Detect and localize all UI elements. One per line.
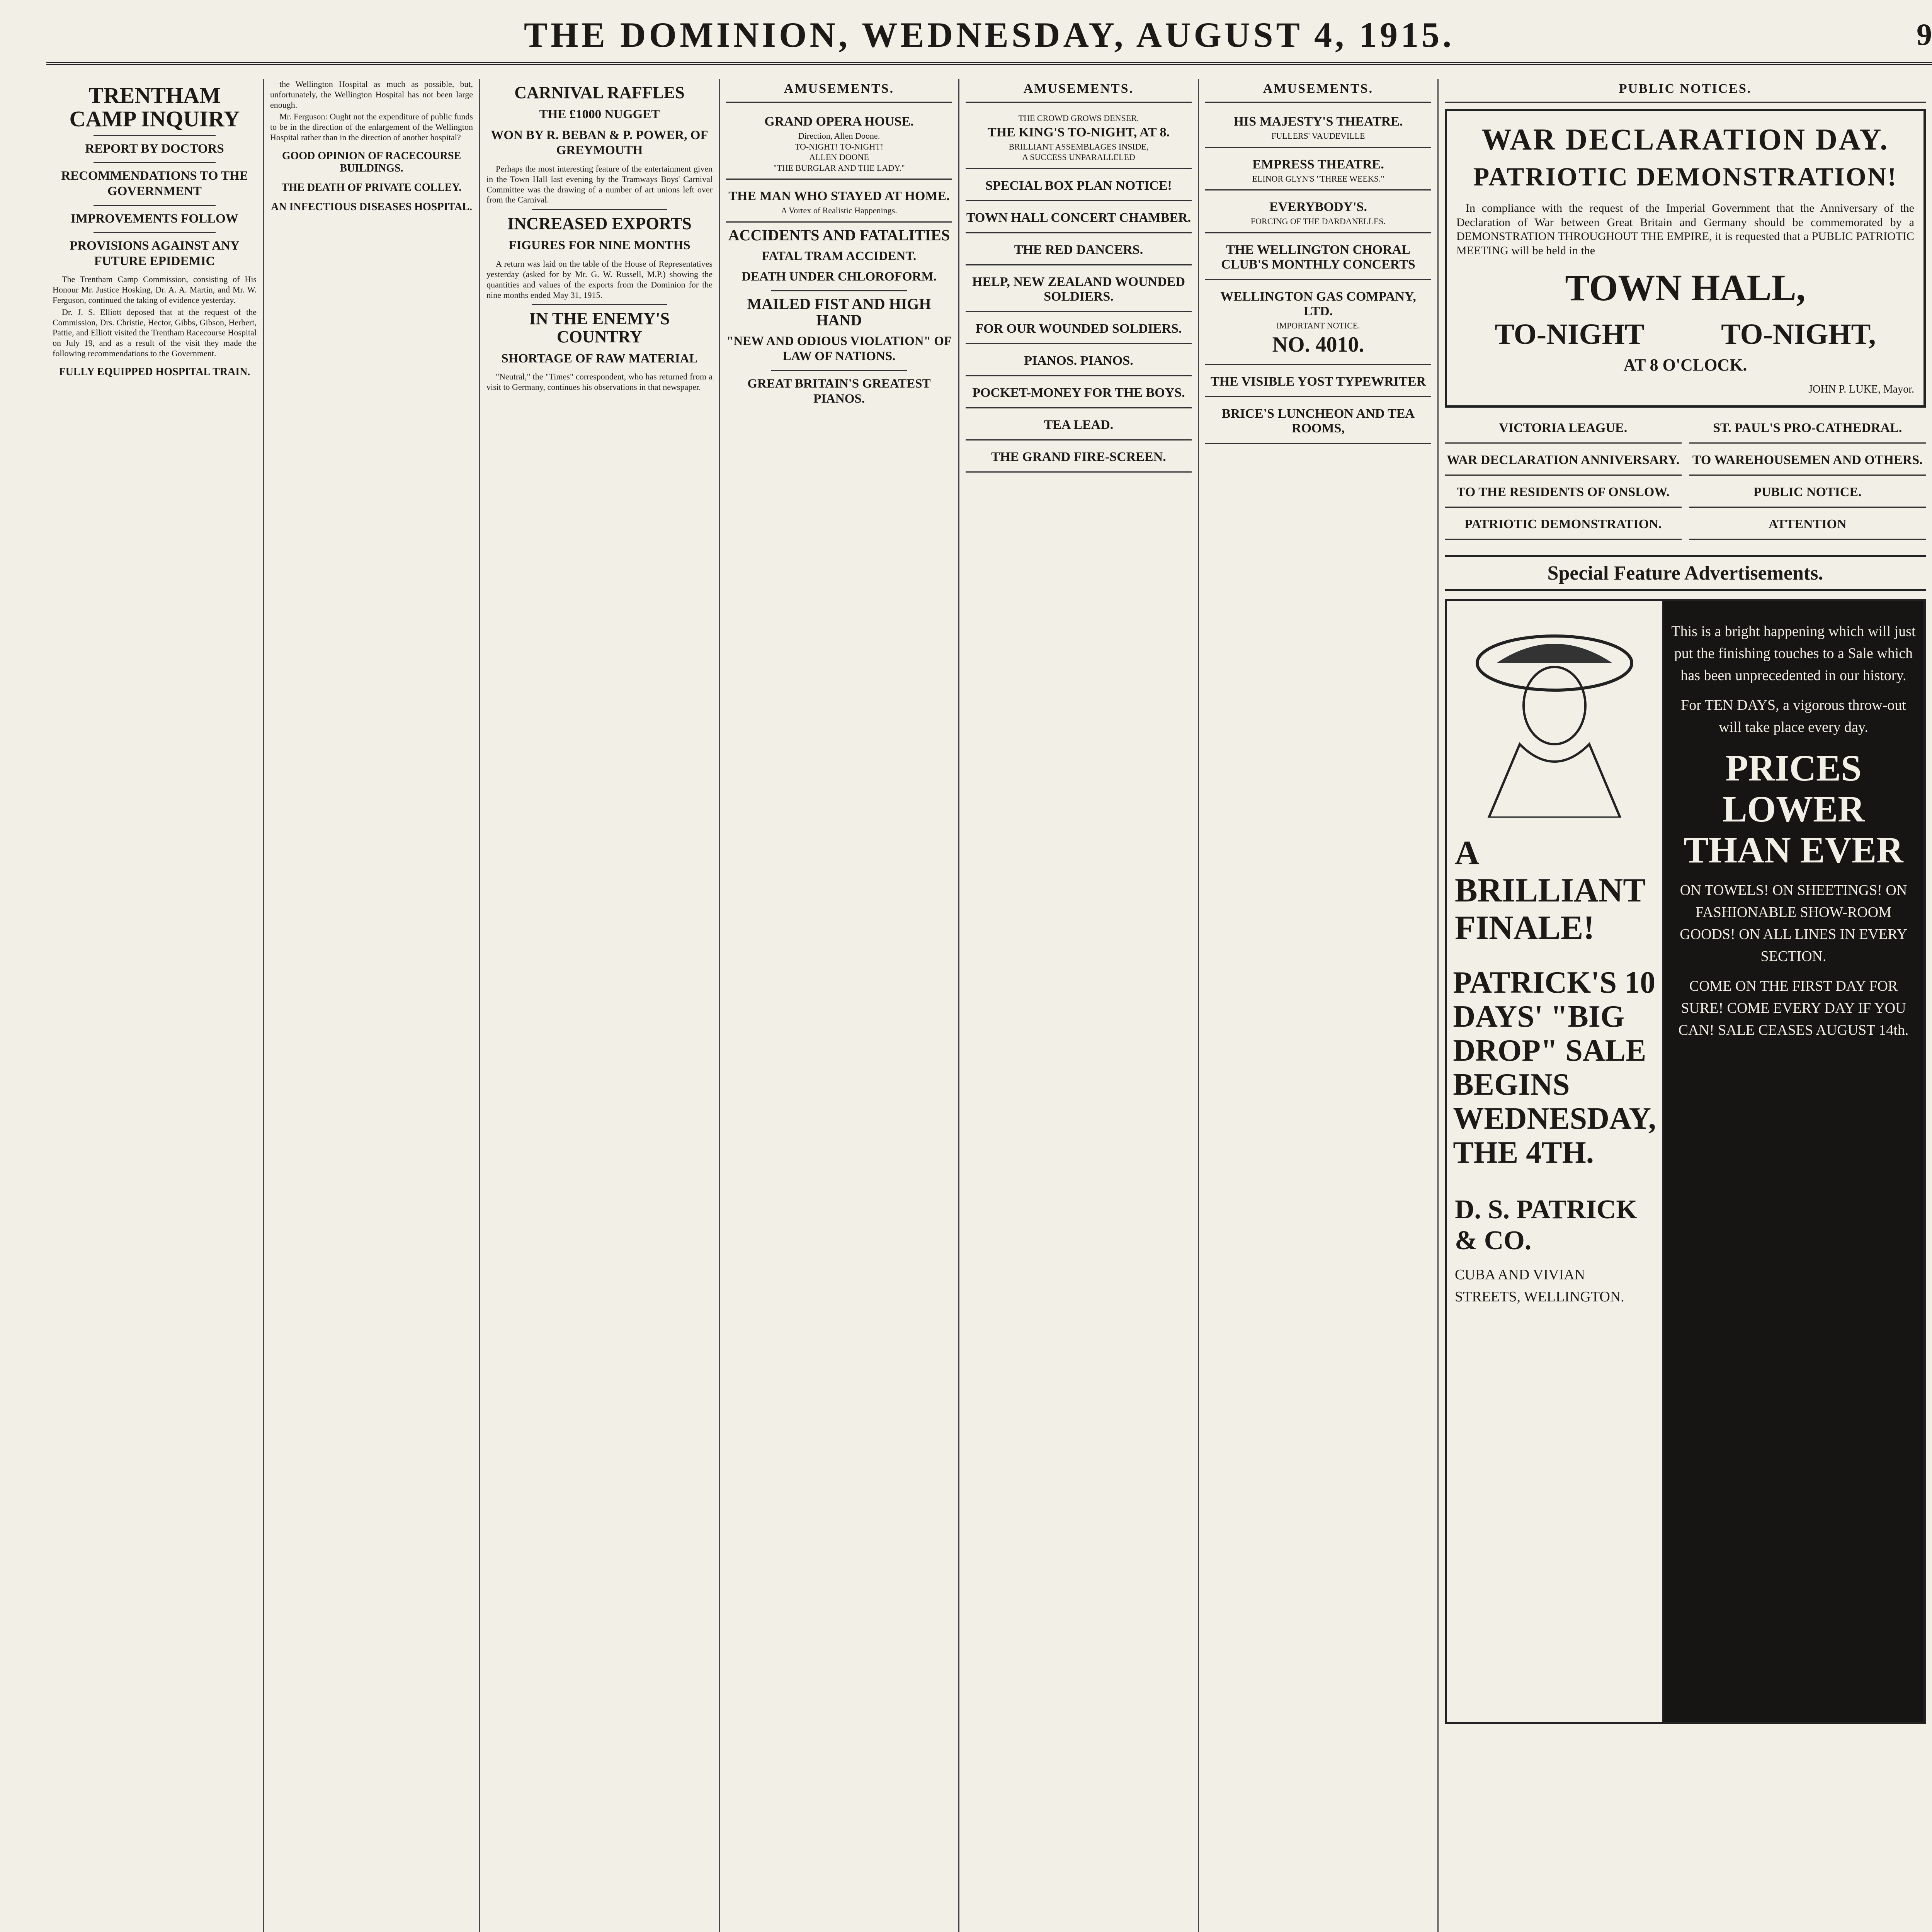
ad-opera-house <box>726 109 952 180</box>
divider <box>771 370 907 371</box>
notice-victoria-league <box>1445 415 1682 444</box>
column-news <box>479 79 719 1932</box>
town-hall-heading <box>1456 266 1914 309</box>
notice-paragraph: In compliance with the request of the Imperial Government that the Anniversary of the Declaration of War between Great Britain and Germany should be commemorated by a DEMONSTRATION THROUGHOUT THE EMPIRE, it is requested that a PUBLIC PATRIOTIC MEETING will be held in the <box>1456 202 1914 257</box>
ad-line: ALLEN DOONE <box>809 152 869 162</box>
deck-provisions: PROVISIONS AGAINST ANY FUTURE EPIDEMIC <box>70 239 240 268</box>
notice-subtitle: PATRIOTIC DEMONSTRATION! <box>1473 162 1898 191</box>
firm-name: D. S. PATRICK & CO. <box>1455 1194 1637 1255</box>
ad-title: THE WELLINGTON CHORAL CLUB'S MONTHLY CONCERTS <box>1221 242 1415 272</box>
firm-address: CUBA AND VIVIAN STREETS, WELLINGTON. <box>1455 1266 1624 1305</box>
patrick-ad-illustration <box>1447 601 1663 1722</box>
town-hall-label: TOWN HALL, <box>1565 267 1806 309</box>
war-declaration-notice <box>1445 109 1926 408</box>
column-public-notices <box>1437 79 1932 1932</box>
ad-title: PUBLIC NOTICE. <box>1753 485 1862 500</box>
deck-improvements: IMPROVEMENTS FOLLOW <box>71 211 238 226</box>
column-amusements-1 <box>719 79 958 1932</box>
ad-title: BRICE'S LUNCHEON AND TEA ROOMS, <box>1221 406 1415 435</box>
ad-pocket-money <box>966 380 1192 408</box>
subhead-racecourse: GOOD OPINION OF RACECOURSE BUILDINGS. <box>282 150 461 174</box>
article-paragraph: Mr. Ferguson: Ought not the expenditure of public funds to be in the direction of the enlargement of the Wellington Hospital rather than in the direction of another hospital? <box>270 112 473 143</box>
subhead-colley: THE DEATH OF PRIVATE COLLEY. <box>281 181 462 194</box>
ad-title: TOWN HALL CONCERT CHAMBER. <box>966 210 1191 225</box>
subhead-infectious: AN INFECTIOUS DISEASES HOSPITAL. <box>271 201 472 213</box>
section-header: AMUSEMENTS. <box>1205 79 1431 103</box>
divider <box>532 304 667 305</box>
section-header: AMUSEMENTS. <box>726 79 952 103</box>
ad-title: ST. PAUL'S PRO-CATHEDRAL. <box>1713 421 1902 435</box>
subhead-hospital-train: FULLY EQUIPPED HOSPITAL TRAIN. <box>59 366 250 378</box>
masthead <box>46 8 1932 65</box>
headline-pianos: GREAT BRITAIN'S GREATEST PIANOS. <box>747 376 931 406</box>
column-amusements-3 <box>1198 79 1437 1932</box>
divider <box>94 135 216 136</box>
ad-fire-screen <box>966 444 1192 473</box>
notice-st-pauls <box>1689 415 1926 444</box>
notice-warehousemen <box>1689 447 1926 476</box>
ad-line: FORCING OF THE DARDANELLES. <box>1250 216 1386 226</box>
tonight-left: TO-NIGHT <box>1495 318 1645 351</box>
article-paragraph: The Trentham Camp Commission, consisting of His Honour Mr. Justice Hosking, Dr. A. A. Martin, and Mr. W. Ferguson, continued the taking of evidence yesterday. <box>53 274 257 305</box>
column-trentham-continued <box>263 79 479 1932</box>
sale-come: COME ON THE FIRST DAY FOR SURE! COME EVERY DAY IF YOU CAN! SALE CEASES AUGUST 14th. <box>1678 978 1909 1039</box>
lady-with-hat-icon <box>1473 617 1636 818</box>
ad-title: EVERYBODY'S. <box>1269 200 1367 214</box>
ad-title: TO WAREHOUSEMEN AND OTHERS. <box>1692 453 1923 468</box>
notice-attention <box>1689 512 1926 540</box>
article-paragraph: Dr. J. S. Elliott deposed that at the request of the Commission, Drs. Christie, Hector, Gibbs, Gibson, Herbert, Pattie, and Elliott visited the Trentham Racecourse Hospital on July 19, and as a result of the visit they made the following recommendations to the Government. <box>53 307 257 359</box>
divider <box>532 209 667 210</box>
ad-title: GRAND OPERA HOUSE. <box>764 114 914 129</box>
tonight-row <box>1456 318 1914 351</box>
ad-title: TO THE RESIDENTS OF ONSLOW. <box>1456 485 1670 500</box>
ad-line: THE CROWD GROWS DENSER. <box>1018 113 1139 123</box>
ad-title: THE VISIBLE YOST TYPEWRITER <box>1210 374 1426 389</box>
patricks-sale: PATRICK'S 10 DAYS' "BIG DROP" SALE BEGINS WEDNESDAY, THE 4TH. <box>1453 965 1656 1170</box>
newspaper-title: THE DOMINION, WEDNESDAY, AUGUST 4, 1915. <box>524 15 1455 54</box>
ad-choral-club <box>1205 237 1431 280</box>
ad-title: VICTORIA LEAGUE. <box>1499 421 1628 435</box>
ad-title: PATRIOTIC DEMONSTRATION. <box>1464 517 1662 532</box>
deck-nine-months: FIGURES FOR NINE MONTHS <box>509 238 690 253</box>
ad-red-dancers <box>966 237 1192 265</box>
ad-concert-chamber <box>966 205 1192 233</box>
deck-chloroform: DEATH UNDER CHLOROFORM. <box>742 270 937 284</box>
patrick-ad-text <box>1663 601 1923 1722</box>
ad-line: ELINOR GLYN'S "THREE WEEKS." <box>1252 173 1384 184</box>
divider <box>94 205 216 206</box>
article-paragraph: Perhaps the most interesting feature of the entertainment given in the Town Hall last evening by the Tramways Boys' Carnival Committee was the drawing of a number of art unions left over from the Carnival. <box>486 163 713 205</box>
notice-war-anniversary <box>1445 447 1682 476</box>
ad-title: THE MAN WHO STAYED AT HOME. <box>728 189 950 203</box>
ad-everybodys <box>1205 194 1431 233</box>
headline-mailed-fist: MAILED FIST AND HIGH HAND <box>747 295 931 329</box>
signature: JOHN P. LUKE, Mayor. <box>1808 383 1914 396</box>
article-paragraph: A return was laid on the table of the House of Representatives yesterday (asked for by Mr. G. W. Russell, M.P.) showing the quantities and values of the exports from the Dominion for the nine months ended May 31, 1915. <box>486 259 713 300</box>
deck-raw-material: SHORTAGE OF RAW MATERIAL <box>501 351 698 366</box>
ad-line: A SUCCESS UNPARALLELED <box>1022 152 1135 162</box>
ad-title: THE GRAND FIRE-SCREEN. <box>991 449 1166 464</box>
ad-title: PIANOS. PIANOS. <box>1024 353 1133 368</box>
section-header: PUBLIC NOTICES. <box>1445 79 1926 103</box>
ad-line: BRILLIANT ASSEMBLAGES INSIDE, <box>1009 141 1149 151</box>
ad-soldiers <box>966 316 1192 344</box>
notice-column-right <box>1689 415 1926 544</box>
tonight-right: TO-NIGHT, <box>1721 318 1876 351</box>
ad-gas-company <box>1205 284 1431 366</box>
ad-his-majestys <box>1205 109 1431 148</box>
time-label: AT 8 O'CLOCK. <box>1623 355 1747 375</box>
special-feature-heading: Special Feature Advertisements. <box>1445 555 1926 591</box>
headline-raffles: CARNIVAL RAFFLES <box>514 83 685 102</box>
divider <box>94 162 216 163</box>
deck-nugget: THE £1000 NUGGET <box>539 107 660 122</box>
sale-intro: This is a bright happening which will just put the finishing touches to a Sale which has been unprecedented in our history. <box>1671 623 1916 684</box>
ad-title: THE KING'S TO-NIGHT, AT 8. <box>987 125 1170 139</box>
headline-trentham: TRENTHAM CAMP INQUIRY <box>69 83 240 131</box>
notice-demonstration <box>1445 512 1682 540</box>
ad-typewriter <box>1205 369 1431 397</box>
ad-title: EMPRESS THEATRE. <box>1252 157 1384 172</box>
ad-line: Direction, Allen Doone. <box>798 131 880 141</box>
divider <box>771 290 907 291</box>
patrick-sale-ad <box>1445 599 1926 1724</box>
headline-accidents: ACCIDENTS AND FATALITIES <box>728 226 950 244</box>
deck-recommendations: RECOMMENDATIONS TO THE GOVERNMENT <box>61 169 248 198</box>
ad-title: ATTENTION <box>1768 517 1847 532</box>
deck-report: REPORT BY DOCTORS <box>85 141 224 156</box>
page-number: 9 <box>1917 17 1932 52</box>
ad-kings <box>966 109 1192 169</box>
ad-pianos <box>966 348 1192 376</box>
ad-title: WELLINGTON GAS COMPANY, LTD. <box>1220 289 1416 318</box>
deck-violation: "NEW AND ODIOUS VIOLATION" OF LAW OF NATIONS. <box>726 334 952 364</box>
ad-brices <box>1205 401 1431 444</box>
headline-exports: INCREASED EXPORTS <box>507 214 692 233</box>
ad-box-plan <box>966 173 1192 201</box>
ad-line: A Vortex of Realistic Happenings. <box>781 206 897 215</box>
column-trentham <box>46 79 263 1932</box>
ad-title: WAR DECLARATION ANNIVERSARY. <box>1447 453 1680 468</box>
section-header: AMUSEMENTS. <box>966 79 1192 103</box>
ad-title: SPECIAL BOX PLAN NOTICE! <box>985 178 1172 193</box>
sale-items: ON TOWELS! ON SHEETINGS! ON FASHIONABLE SHOW-ROOM GOODS! ON ALL LINES IN EVERY SECTION. <box>1680 882 1907 965</box>
ad-line: TO-NIGHT! TO-NIGHT! <box>794 141 884 151</box>
article-paragraph: "Neutral," the "Times" correspondent, who has returned from a visit to Germany, continues his observations in that newspaper. <box>486 372 713 392</box>
brilliant-finale: A BRILLIANT FINALE! <box>1455 834 1645 947</box>
ad-title: THE RED DANCERS. <box>1014 242 1143 257</box>
notice-title: WAR DECLARATION DAY. <box>1481 122 1889 156</box>
ad-wounded <box>966 269 1192 312</box>
ad-title: TEA LEAD. <box>1044 417 1114 432</box>
ad-line: "THE BURGLAR AND THE LADY." <box>773 163 905 173</box>
ad-title: POCKET-MONEY FOR THE BOYS. <box>972 385 1185 400</box>
notice-grid <box>1445 415 1926 544</box>
divider <box>94 232 216 233</box>
ad-empress <box>1205 152 1431 191</box>
notice-public <box>1689 480 1926 508</box>
ad-title: FOR OUR WOUNDED SOLDIERS. <box>975 321 1182 336</box>
sale-days: For TEN DAYS, a vigorous throw-out will take place every day. <box>1681 697 1906 736</box>
notice-onslow <box>1445 480 1682 508</box>
ad-title: HELP, NEW ZEALAND WOUNDED SOLDIERS. <box>972 274 1185 304</box>
ad-line: IMPORTANT NOTICE. <box>1276 320 1360 330</box>
deck-won-by: WON BY R. BEBAN & P. POWER, OF GREYMOUTH <box>491 128 708 158</box>
ad-title: HIS MAJESTY'S THEATRE. <box>1233 114 1403 129</box>
sale-prices: PRICES LOWER THAN EVER <box>1684 747 1903 871</box>
ad-tea-lead <box>966 412 1192 440</box>
phone-number: NO. 4010. <box>1272 333 1364 357</box>
ad-man-who-stayed <box>726 184 952 223</box>
column-amusements-2 <box>958 79 1198 1932</box>
article-paragraph: the Wellington Hospital as much as possible, but, unfortunately, the Wellington Hospital has not been large enough. <box>270 79 473 110</box>
notice-column-left <box>1445 415 1682 544</box>
headline-enemy: IN THE ENEMY'S COUNTRY <box>529 309 670 346</box>
deck-tram: FATAL TRAM ACCIDENT. <box>762 249 917 263</box>
ad-line: FULLERS' VAUDEVILLE <box>1271 131 1365 141</box>
